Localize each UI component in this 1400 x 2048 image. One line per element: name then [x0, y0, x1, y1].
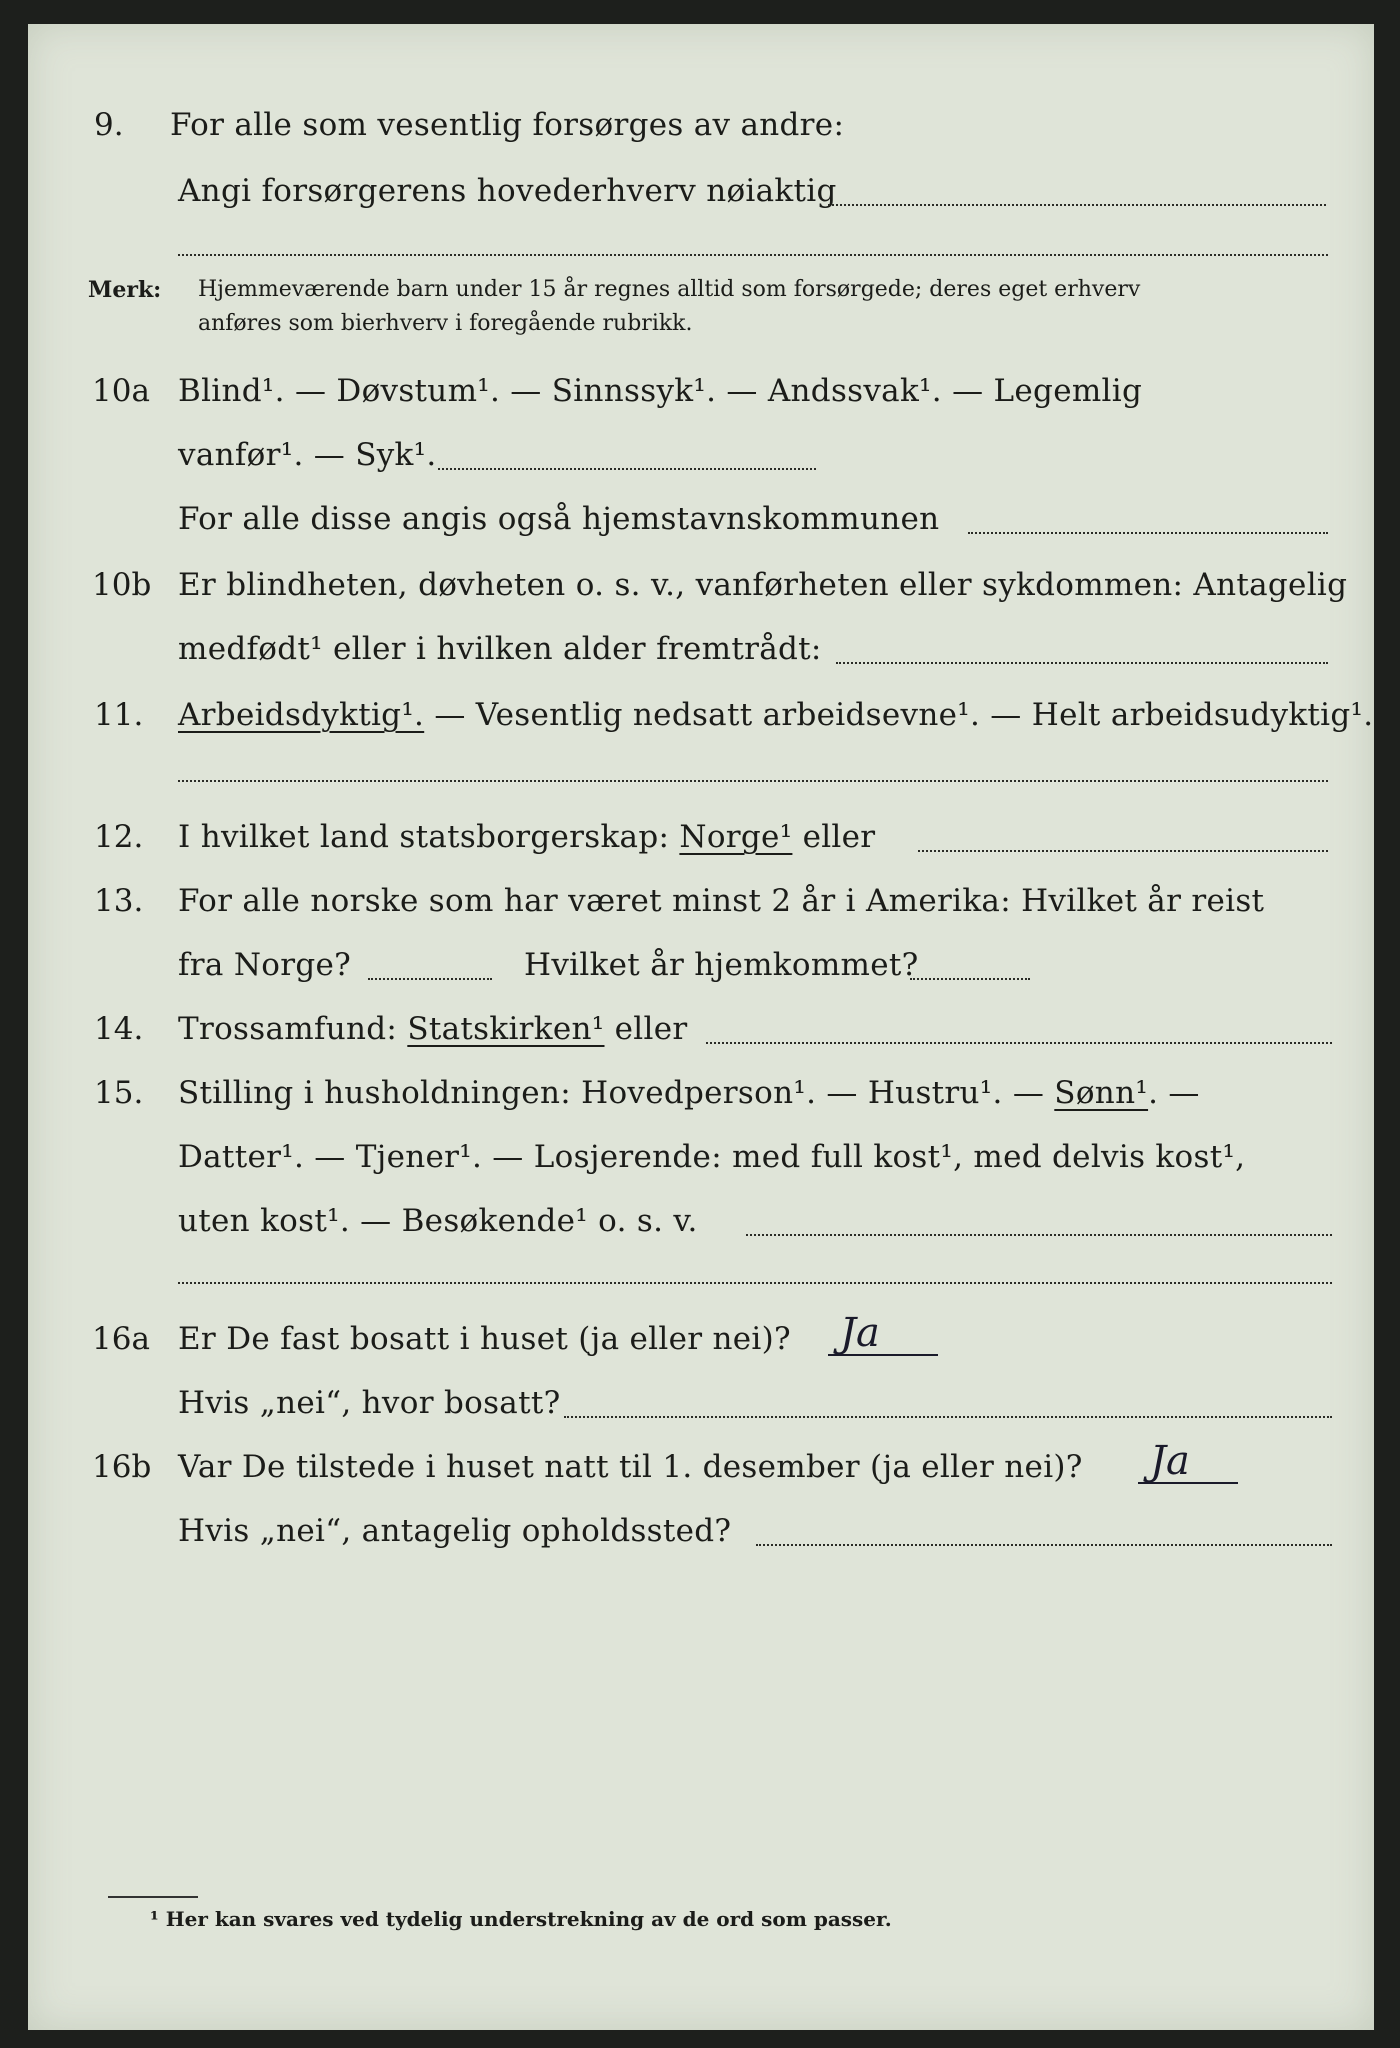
question-text	[178, 1068, 1200, 1118]
note-text: Hjemmeværende barn under 15 år regnes alltid som forsørgede; deres eget erhverv	[198, 277, 1141, 302]
answer-underline	[1138, 1482, 1238, 1484]
question-text	[178, 1004, 688, 1054]
selected-option[interactable]: Norge¹	[679, 819, 793, 855]
question-text-rest: — Vesentlig nedsatt arbeidsevne¹. — Helt arbeidsudyktig¹.	[424, 697, 1374, 733]
answer-field[interactable]	[910, 978, 1030, 980]
handwritten-answer[interactable]: Ja	[840, 1310, 880, 1356]
question-text: Var De tilstede i huset natt til 1. desember (ja eller nei)?	[178, 1449, 1083, 1485]
question-text-post: . —	[1148, 1075, 1200, 1111]
answer-underline	[828, 1354, 938, 1356]
question-text: Hvis „nei“, antagelig opholdssted?	[178, 1513, 732, 1549]
question-14	[28, 1004, 1374, 1054]
question-text: For alle norske som har været minst 2 år i Amerika: Hvilket år reist	[178, 883, 1265, 919]
question-text-pre: I hvilket land statsborgerskap:	[178, 819, 680, 855]
question-15-line-2	[28, 1132, 1374, 1182]
question-text: Er blindheten, døvheten o. s. v., vanførheten eller sykdommen: Antagelig	[178, 567, 1348, 603]
question-10a-line-2	[28, 430, 1374, 480]
question-number: 15.	[94, 1075, 144, 1111]
answer-field[interactable]	[828, 204, 1326, 206]
question-16b-line-2	[28, 1506, 1374, 1556]
question-10b-line-2	[28, 624, 1374, 674]
question-10a-line-3	[28, 494, 1374, 544]
selected-option[interactable]: Statskirken¹	[407, 1011, 605, 1047]
question-text: vanfør¹. — Syk¹.	[178, 437, 437, 473]
answer-field[interactable]	[706, 1042, 1332, 1044]
question-number: 14.	[94, 1011, 144, 1047]
question-text: Blind¹. — Døvstum¹. — Sinnssyk¹. — Andssvak¹. — Legemlig	[178, 373, 1143, 409]
question-text: fra Norge?	[178, 947, 352, 983]
answer-field[interactable]	[178, 254, 1328, 256]
answer-field[interactable]	[756, 1544, 1332, 1546]
question-12	[28, 812, 1374, 862]
question-number: 10a	[92, 373, 150, 409]
question-text-pre: Stilling i husholdningen: Hovedperson¹. — Hustru¹. —	[178, 1075, 1055, 1111]
question-text: For alle disse angis også hjemstavnskommunen	[178, 501, 940, 537]
question-text: uten kost¹. — Besøkende¹ o. s. v.	[178, 1203, 698, 1239]
answer-field[interactable]	[438, 468, 816, 470]
question-number: 13.	[94, 883, 144, 919]
question-text	[178, 690, 1373, 740]
question-number: 12.	[94, 819, 144, 855]
selected-option[interactable]: Arbeidsdyktig¹.	[178, 697, 425, 733]
question-text: Angi forsørgerens hovederhverv nøiaktig	[178, 173, 837, 209]
question-16a-line-2	[28, 1378, 1374, 1428]
question-10a	[28, 366, 1374, 416]
question-text: medfødt¹ eller i hvilken alder fremtrådt:	[178, 631, 822, 667]
question-text-pre: Trossamfund:	[178, 1011, 408, 1047]
question-9	[28, 100, 1374, 150]
question-13-line-2	[28, 940, 1374, 990]
answer-field[interactable]	[178, 1282, 1332, 1284]
question-number: 16a	[92, 1321, 150, 1357]
question-16b	[28, 1438, 1374, 1492]
answer-field[interactable]	[968, 532, 1328, 534]
question-15-line-3	[28, 1196, 1374, 1246]
footnote: ¹ Her kan svares ved tydelig understrekning av de ord som passer.	[150, 1907, 892, 1931]
answer-field[interactable]	[564, 1416, 1332, 1418]
question-text-post: eller	[604, 1011, 688, 1047]
note-merk	[28, 274, 1374, 344]
answer-field[interactable]	[178, 780, 1328, 782]
question-number: 10b	[92, 567, 152, 603]
question-15	[28, 1068, 1374, 1118]
question-text: Hvis „nei“, hvor bosatt?	[178, 1385, 561, 1421]
answer-field[interactable]	[918, 850, 1328, 852]
selected-option[interactable]: Sønn¹	[1054, 1075, 1149, 1111]
question-text-post: eller	[792, 819, 876, 855]
answer-field[interactable]	[368, 978, 492, 980]
question-text: Er De fast bosatt i huset (ja eller nei)?	[178, 1321, 791, 1357]
question-text: Datter¹. — Tjener¹. — Losjerende: med full kost¹, med delvis kost¹,	[178, 1139, 1246, 1175]
question-text	[178, 812, 875, 862]
question-13	[28, 876, 1374, 926]
answer-field[interactable]	[836, 662, 1328, 664]
footnote-rule	[108, 1896, 198, 1898]
question-16a	[28, 1310, 1374, 1364]
question-11	[28, 690, 1374, 740]
note-text: anføres som bierhverv i foregående rubrikk.	[198, 311, 693, 336]
question-text: For alle som vesentlig forsørges av andre:	[170, 107, 845, 143]
question-number: 16b	[92, 1449, 152, 1485]
question-10b	[28, 560, 1374, 610]
question-9-line-2	[28, 166, 1374, 216]
question-number: 9.	[94, 107, 124, 143]
answer-field[interactable]	[746, 1234, 1332, 1236]
question-text: Hvilket år hjemkommet?	[524, 947, 919, 983]
note-label: Merk:	[88, 277, 162, 303]
census-form-page	[28, 24, 1374, 2030]
question-number: 11.	[94, 697, 144, 733]
handwritten-answer[interactable]: Ja	[1150, 1438, 1190, 1484]
